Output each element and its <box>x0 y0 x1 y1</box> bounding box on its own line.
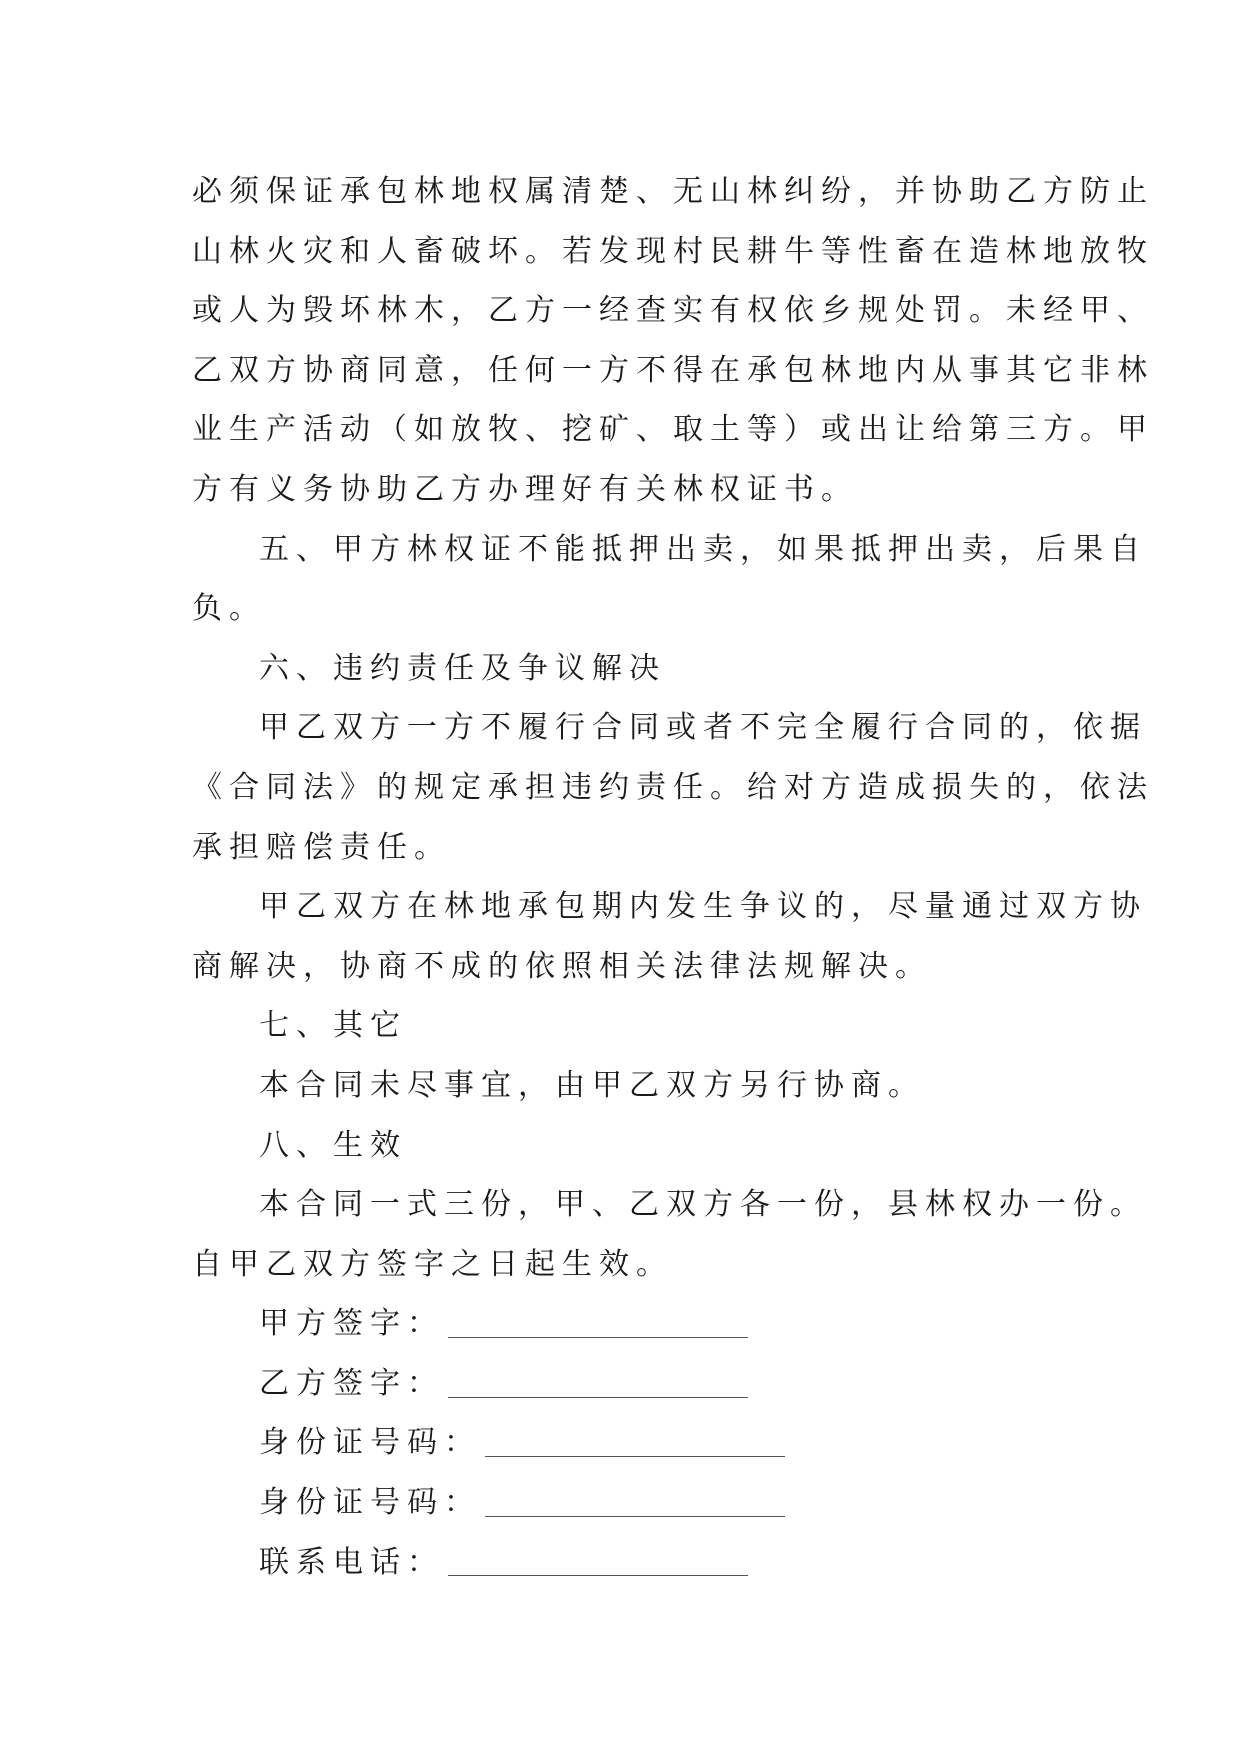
paragraph-line: 业生产活动（如放牧、挖矿、取土等）或出让给第三方。甲 <box>192 412 1154 448</box>
signature-label: 乙方签字： <box>259 1365 444 1401</box>
document-body <box>192 162 1154 1592</box>
paragraph-line: 山林火灾和人畜破坏。若发现村民耕牛等性畜在造林地放牧 <box>192 233 1154 269</box>
phone-label: 联系电话： <box>259 1544 444 1580</box>
paragraph-line: 自甲乙双方签字之日起生效。 <box>192 1246 673 1282</box>
paragraph-line: 承担赔偿责任。 <box>192 829 451 865</box>
section-seven-heading: 七、其它 <box>259 1008 407 1044</box>
paragraph-line: 本合同一式三份，甲、乙双方各一份，县林权办一份。 <box>259 1187 1147 1223</box>
phone-blank-line[interactable] <box>448 1574 748 1576</box>
phone-row <box>192 1533 1062 1593</box>
id-number-label: 身份证号码： <box>259 1425 481 1461</box>
signature-row-party-b <box>192 1354 1062 1414</box>
signature-blank-line[interactable] <box>448 1336 748 1338</box>
section-six-heading: 六、违约责任及争议解决 <box>259 650 666 686</box>
paragraph-line: 方有义务协助乙方办理好有关林权证书。 <box>192 471 858 507</box>
id-number-blank-line[interactable] <box>485 1455 785 1457</box>
paragraph-line: 《合同法》的规定承担违约责任。给对方造成损失的，依法 <box>192 769 1154 805</box>
paragraph-line: 负。 <box>192 591 266 627</box>
section-eight-heading: 八、生效 <box>259 1127 407 1163</box>
paragraph-line: 商解决，协商不成的依照相关法律法规解决。 <box>192 948 932 984</box>
signature-blank-line[interactable] <box>448 1396 748 1398</box>
id-number-row-1 <box>192 1413 1062 1473</box>
paragraph-line: 本合同未尽事宜，由甲乙双方另行协商。 <box>259 1067 925 1103</box>
paragraph-line: 必须保证承包林地权属清楚、无山林纠纷，并协助乙方防止 <box>192 174 1154 209</box>
id-number-label: 身份证号码： <box>259 1485 481 1521</box>
paragraph-line: 乙双方协商同意，任何一方不得在承包林地内从事其它非林 <box>192 352 1154 388</box>
paragraph-line: 甲乙双方在林地承包期内发生争议的，尽量通过双方协 <box>259 889 1147 925</box>
id-number-row-2 <box>192 1473 1062 1533</box>
signature-row-party-a <box>192 1294 1062 1354</box>
paragraph-line: 甲乙双方一方不履行合同或者不完全履行合同的，依据 <box>259 710 1147 746</box>
signature-label: 甲方签字： <box>259 1306 444 1342</box>
id-number-blank-line[interactable] <box>485 1515 785 1517</box>
paragraph-line: 或人为毁坏林木，乙方一经查实有权依乡规处罚。未经甲、 <box>192 293 1154 329</box>
section-five-line: 五、甲方林权证不能抵押出卖，如果抵押出卖，后果自 <box>259 531 1147 567</box>
